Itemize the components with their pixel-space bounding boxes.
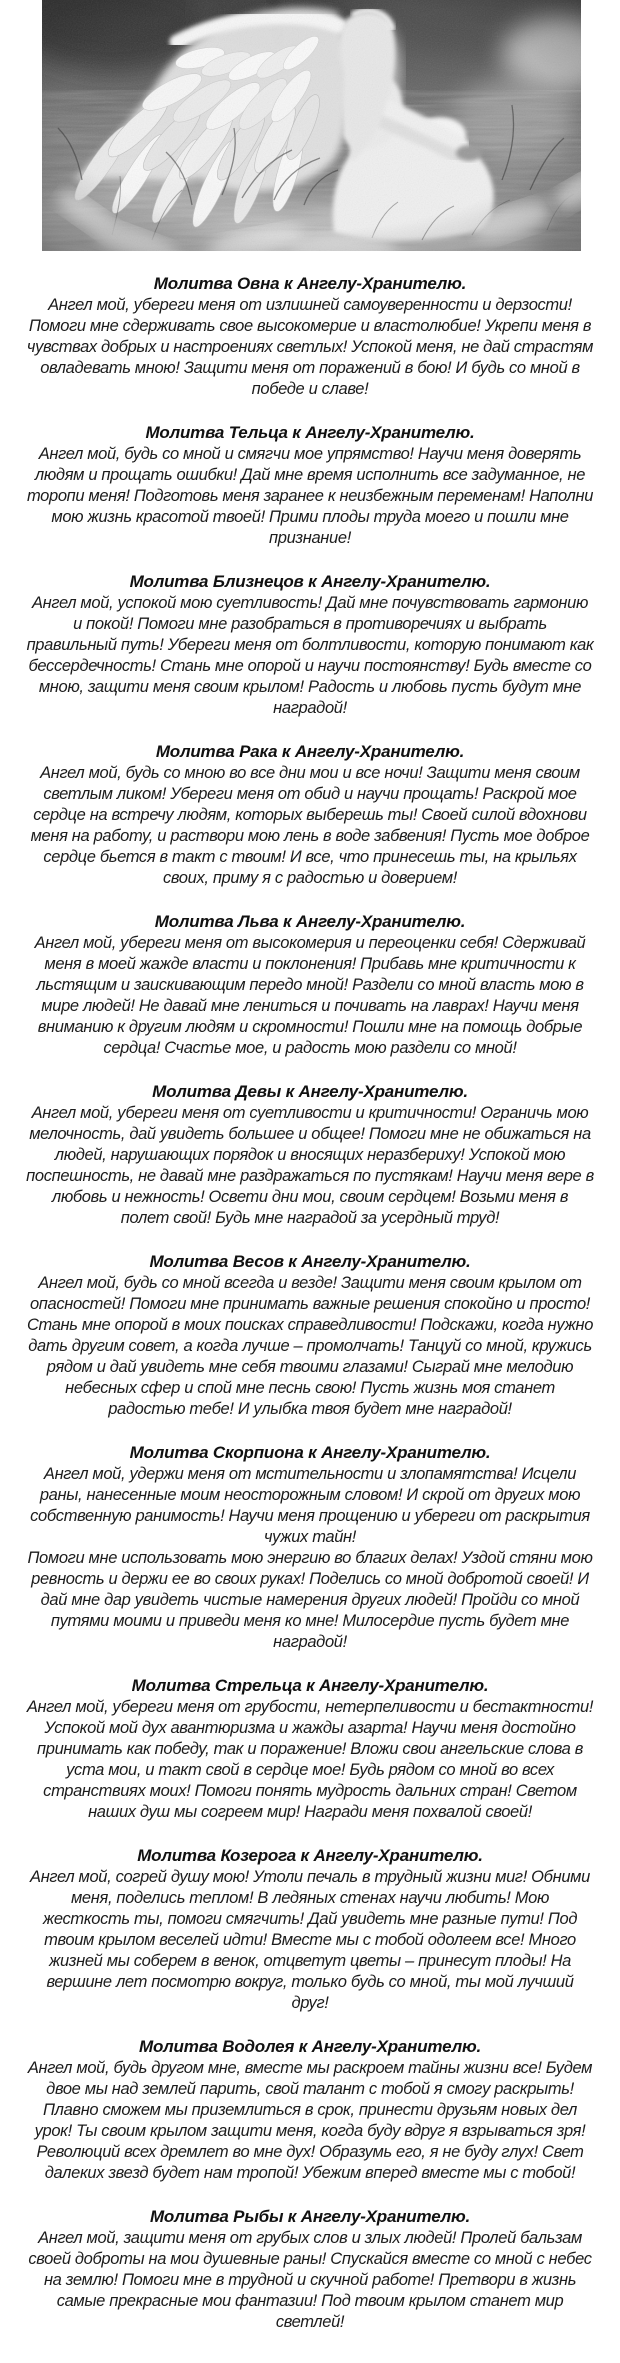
prayer-paragraph: Ангел мой, будь со мной и смягчи мое упрямство! Научи меня доверять людям и прощать ошибки! Дай мне время исполнить все задуманное, не торопи меня! Подготовь меня заранее к неизбежным переменам! Наполни мою жизнь красотой твоей! Прими плоды труда моего и пошли мне признание! [26, 445, 594, 547]
prayer-paragraph: Ангел мой, будь другом мне, вместе мы раскроем тайны жизни все! Будем двое мы над землей парить, свой талант с тобой я смогу раскрыть! Плавно сможем мы приземлиться в срок, принести друзьям новых дел урок! Ты своим крылом защити меня, когда буду вдруг я взрываться зря! Революций всех дремлет во мне дух! Образумь его, я не буду глух! Свет далеких звезд будет нам тропой! Убежим вперед вместе мы с тобой! [27, 2059, 593, 2182]
prayer-section [26, 273, 594, 400]
prayer-section [26, 422, 594, 549]
prayer-title: Молитва Девы к Ангелу-Хранителю. [152, 1082, 468, 1101]
hero-photo [42, 0, 581, 251]
prayer-section [26, 911, 594, 1059]
prayer-title: Молитва Рака к Ангелу-Хранителю. [155, 742, 465, 761]
prayer-section [26, 2036, 594, 2184]
prayer-paragraph: Ангел мой, успокой мою суетливость! Дай мне почувствовать гармонию и покой! Помоги мне разобраться в противоречиях и выбрать правильный путь! Убереги меня от болтливости, которую понимают как бессердечность! Стань мне опорой и научи постоянству! Будь вместе со мною, защити меня своим крылом! Радость и любовь пусть будут мне наградой! [26, 594, 594, 717]
prayer-title: Молитва Скорпиона к Ангелу-Хранителю. [129, 1443, 491, 1462]
prayer-section [26, 571, 594, 719]
prayer-title: Молитва Льва к Ангелу-Хранителю. [154, 912, 466, 931]
prayer-paragraph: Помоги мне использовать мою энергию во благих делах! Уздой стяни мою ревность и держи ее во своих руках! Поделись со мной добротой своей! И дай мне дар увидеть чистые намерения других людей! Пройди со мной путями моими и приведи меня ко мне! Милосердие пусть будет мне наградой! [27, 1549, 593, 1651]
prayer-title: Молитва Козерога к Ангелу-Хранителю. [137, 1846, 483, 1865]
prayer-paragraph: Ангел мой, удержи меня от мстительности и злопамятства! Исцели раны, нанесенные моим неосторожным словом! И скрой от других мою собственную ранимость! Научи меня прощению и убереги от раскрытия чужих тайн! [30, 1465, 590, 1546]
prayer-paragraph: Ангел мой, убереги меня от грубости, нетерпеливости и бестактности! Успокой мой дух авантюризма и жажды азарта! Научи меня достойно принимать как победу, так и поражение! Вложи свои ангельские слова в уста мои, и такт свой в сердце мое! Будь рядом со мной во всех странствиях моих! Помоги понять мудрость дальних стран! Светом наших душ мы согреем мир! Награди меня похвалой своей! [26, 1698, 594, 1821]
prayer-section [26, 1442, 594, 1653]
prayer-paragraph: Ангел мой, убереги меня от излишней самоуверенности и дерзости! Помоги мне сдерживать свое высокомерие и властолюбие! Укрепи меня в чувствах добрых и настроениях светлых! Успокой меня, не дай страстям овладевать мною! Защити меня от поражений в бою! И будь со мной в победе и славе! [26, 296, 594, 398]
angel-photo-illustration [42, 0, 581, 251]
prayer-paragraph: Ангел мой, убереги меня от суетливости и критичности! Ограничь мою мелочность, дай увидеть большее и общее! Помоги мне не обижаться на людей, нарушающих порядок и вносящих неразбериху! Успокой мою поспешность, не давай мне раздражаться по пустякам! Научи меня вере в любовь и нежность! Освети дни мои, своим сердцем! Возьми меня в полет свой! Будь мне наградой за усердный труд! [26, 1104, 594, 1227]
prayer-section [26, 1081, 594, 1229]
prayer-paragraph: Ангел мой, будь со мною во все дни мои и все ночи! Защити меня своим светлым ликом! Убереги меня от обид и научи прощать! Раскрой мое сердце на встречу людям, которых выберешь ты! Своей силой вдохнови меня на работу, и раствори мою лень в воде забвения! Пусть мое доброе сердце бьется в такт с твоим! И все, что принесешь ты, на крыльях своих, приму я с радостью и доверием! [30, 764, 590, 887]
prayer-paragraph: Ангел мой, будь со мной всегда и везде! Защити меня своим крылом от опасностей! Помоги мне принимать важные решения спокойно и просто! Стань мне опорой в моих поисках справедливости! Подскажи, когда нужно дать другим совет, а когда лучше – промолчать! Танцуй со мной, кружись рядом и дай увидеть мне себя твоими глазами! Сыграй мне мелодию небесных сфер и спой мне песнь свою! Пусть жизнь моя станет радостью тебе! И улыбка твоя будет мне наградой! [26, 1274, 594, 1418]
prayer-title: Молитва Стрельца к Ангелу-Хранителю. [131, 1676, 489, 1695]
prayer-paragraph: Ангел мой, убереги меня от высокомерия и переоценки себя! Сдерживай меня в моей жажде власти и поклонения! Прибавь мне критичности к льстящим и заискивающим передо мной! Раздели со мной власть мою в мире людей! Не давай мне лениться и почивать на лаврах! Научи меня вниманию к другим людям и скромности! Пошли мне на помощь добрые сердца! Счастье мое, и радость мою раздели со мной! [34, 934, 586, 1057]
prayer-title: Молитва Тельца к Ангелу-Хранителю. [145, 423, 475, 442]
prayer-paragraph: Ангел мой, согрей душу мою! Утоли печаль в трудный жизни миг! Обними меня, поделись теплом! В ледяных стенах научи любить! Мою жесткость ты, помоги смягчить! Дай увидеть мне разные пути! Под твоим крылом веселей идти! Вместе мы с тобой одолеем все! Много жизней мы соберем в венок, отцветут цветы – принесут плоды! На вершине лет посмотрю вокруг, только будь со мной, ты мой лучший друг! [30, 1868, 590, 2012]
prayer-title: Молитва Близнецов к Ангелу-Хранителю. [129, 572, 491, 591]
prayer-title: Молитва Рыбы к Ангелу-Хранителю. [149, 2207, 471, 2226]
prayer-section [26, 1845, 594, 2014]
prayer-section [26, 741, 594, 889]
prayer-title: Молитва Водолея к Ангелу-Хранителю. [139, 2037, 481, 2056]
prayers-list [0, 273, 620, 2333]
prayer-title: Молитва Весов к Ангелу-Хранителю. [149, 1252, 471, 1271]
prayer-section [26, 1675, 594, 1823]
prayer-title: Молитва Овна к Ангелу-Хранителю. [153, 274, 467, 293]
prayer-paragraph: Ангел мой, защити меня от грубых слов и злых людей! Пролей бальзам своей доброты на мои душевные раны! Спускайся вместе со мной с небес на землю! Помоги мне в трудной и скучной работе! Претвори в жизнь самые прекрасные мои фантазии! Под твоим крылом станет мир светлей! [28, 2229, 592, 2331]
prayer-section [26, 2206, 594, 2333]
prayer-section [26, 1251, 594, 1420]
